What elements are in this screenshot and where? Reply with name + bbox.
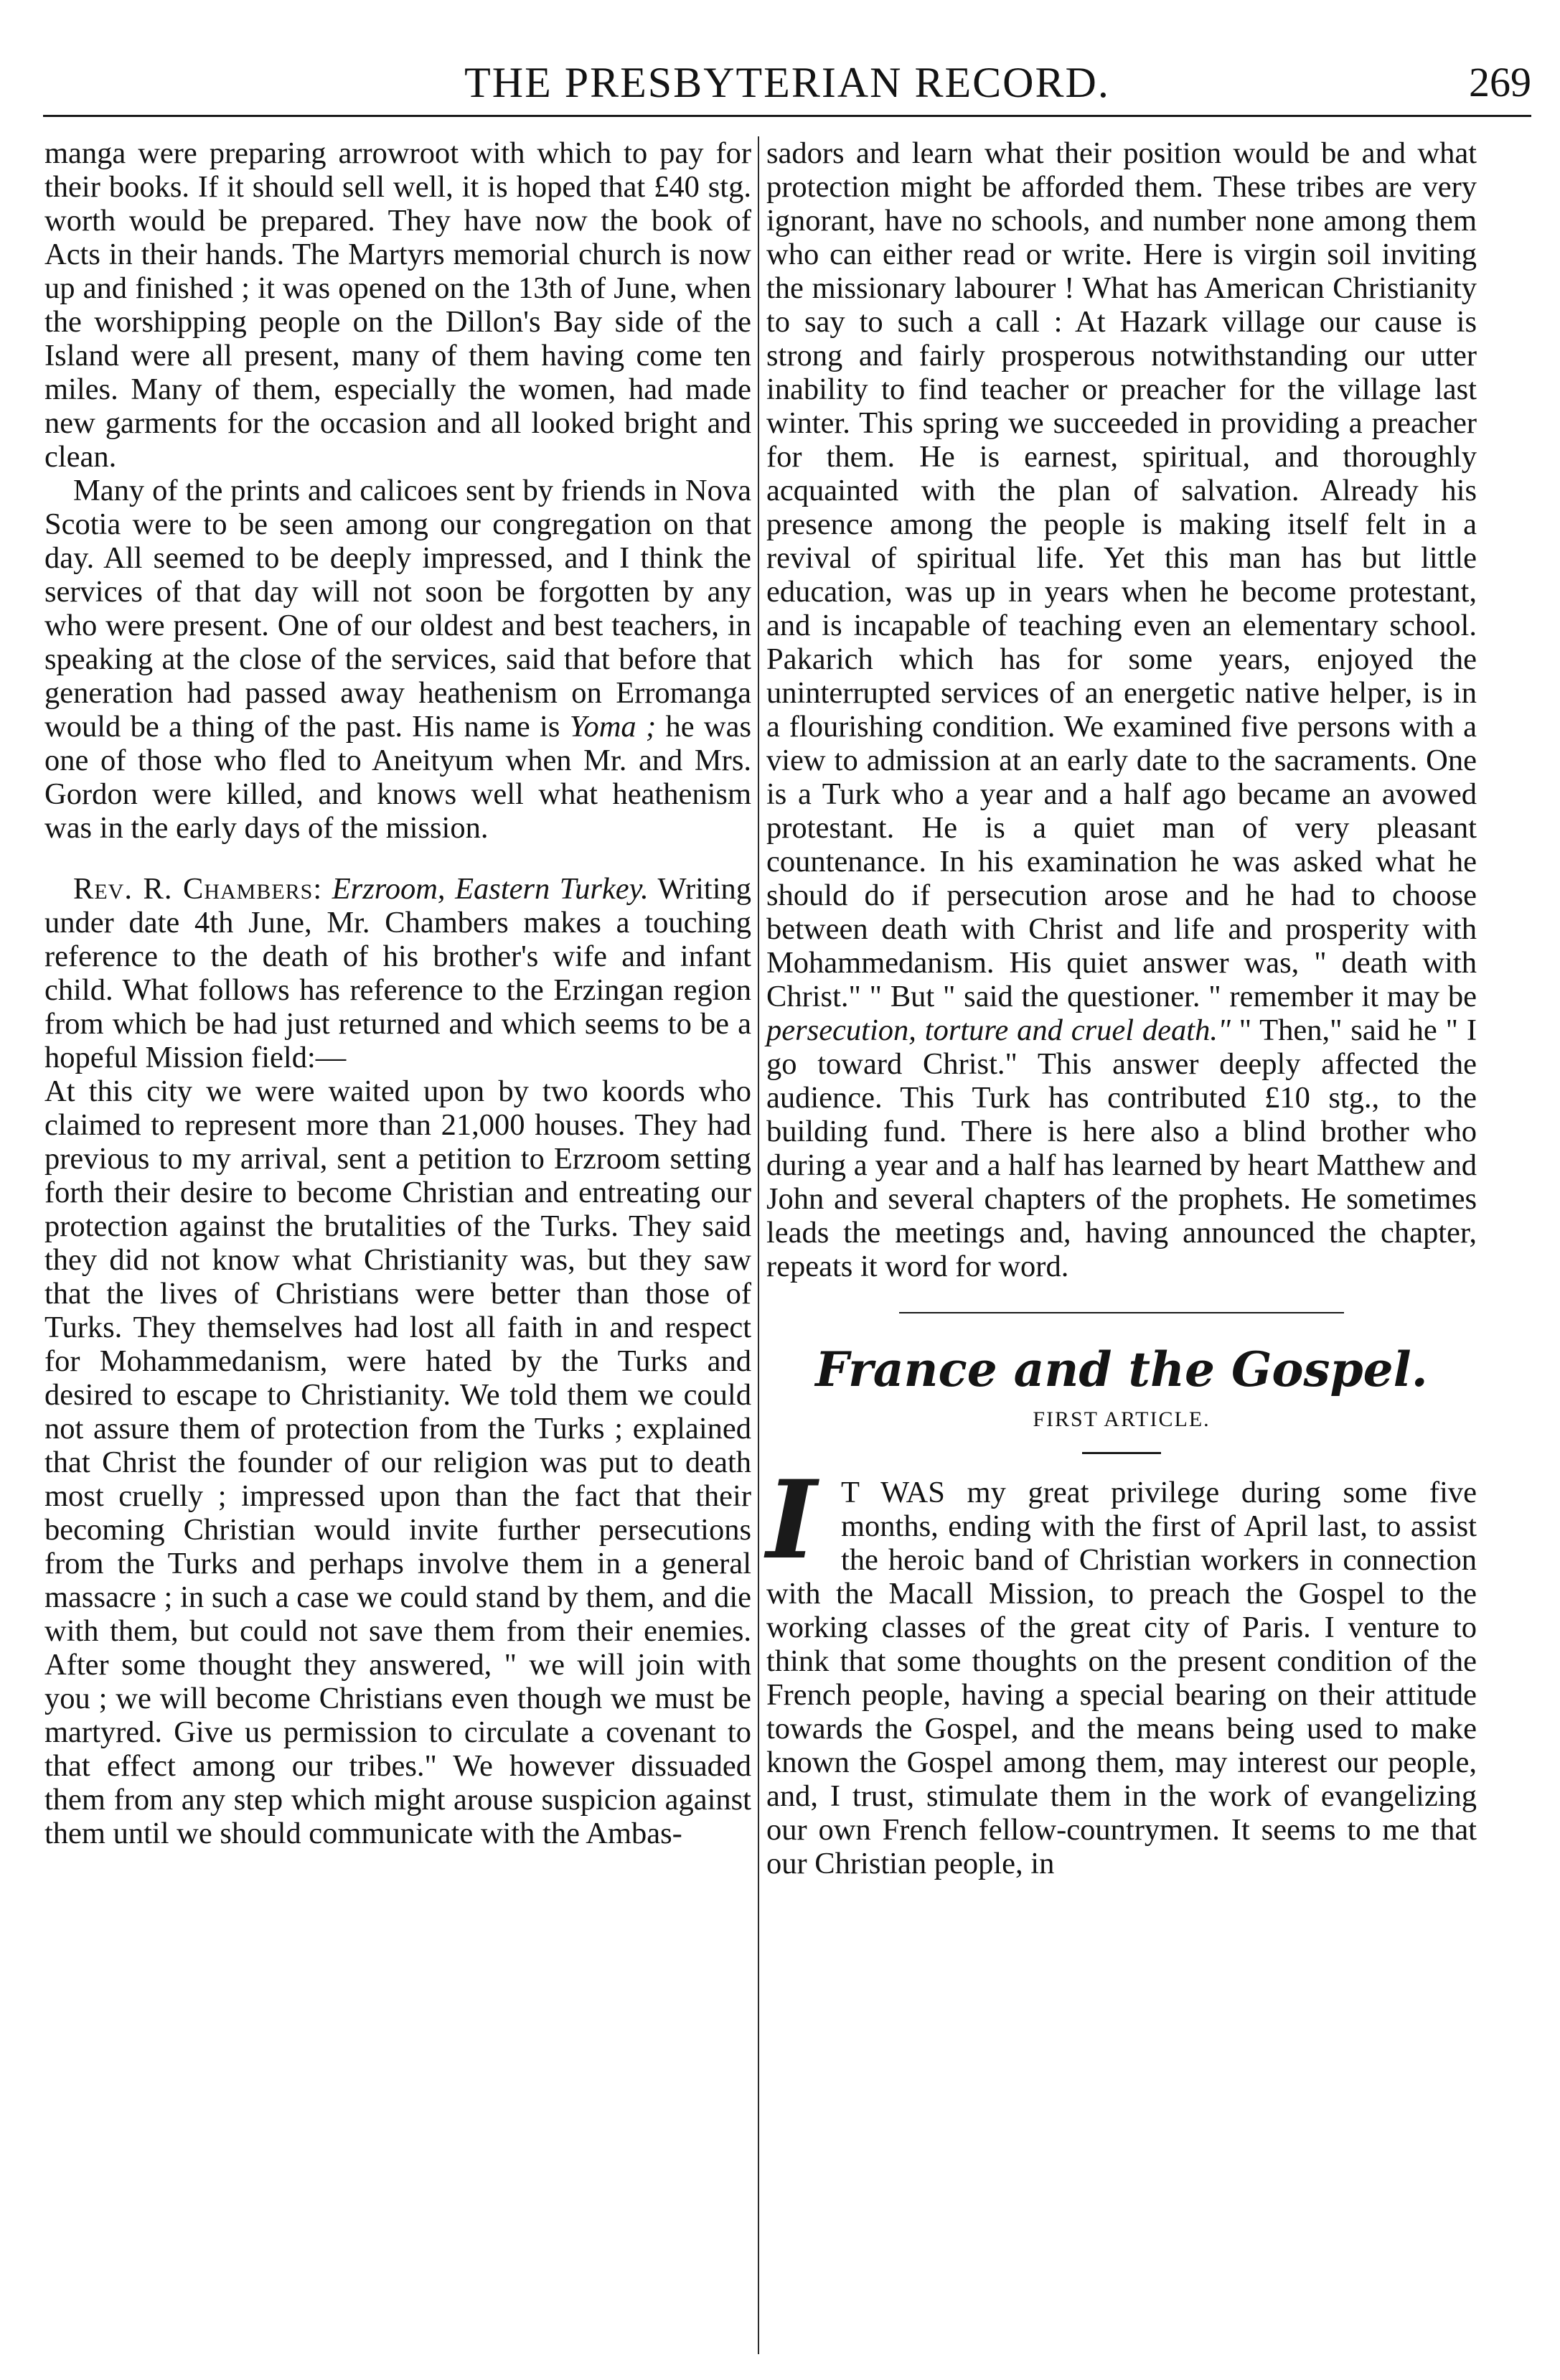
- italic-phrase: persecution, torture and cruel death.": [766, 1013, 1231, 1047]
- left-column: [44, 136, 751, 1850]
- short-divider: [1082, 1452, 1161, 1454]
- article-title: France and the Gospel.: [815, 1341, 1428, 1397]
- paragraph: Rev. R. Chambers: Erzroom, Eastern Turkey. Writing under date 4th June, Mr. Chambers makes a touching reference to the death of his brother's wife and infant child. What follows has reference to the Erzingan region from which be had just returned and which seems to be a hopeful Mission field:—: [44, 872, 752, 1074]
- paragraph: manga were preparing arrowroot with which to pay for their books. If it should sell well, it is hoped that £40 stg. worth would be prepared. They have now the book of Acts in their hands. The Martyrs memorial church is now up and finished ; it was opened on the 13th of June, when the worshipping people on the Dillon's Bay side of the Island were all present, many of them having come ten miles. Many of them, especially the women, had made new garments for the occasion and all looked bright and clean.: [44, 136, 751, 474]
- running-head: [43, 50, 1531, 117]
- article-subtitle: FIRST ARTICLE.: [1033, 1407, 1211, 1431]
- place-name: Erzroom, Eastern Turkey.: [332, 872, 649, 906]
- paragraph: At this city we were waited upon by two koords who claimed to represent more than 21,000 houses. They had previous to my arrival, sent a petition to Erzroom setting forth their desire to become Christian and entreating our protection against the brutalities of the Turks. They said they did not know what Christianity was, but they saw that the lives of Christians were better than those of Turks. They themselves had lost all faith in and respect for Mohammedanism, were hated by the Turks and desired to escape to Christianity. We told them we could not assure them of protection from the Turks ; explained that Christ the founder of our religion was put to death most cruelly ; impressed upon than the fact that their becoming Christian would invite further persecutions from the Turks and perhaps involve them in a general massacre ; in such a case we could stand by them, and die with them, but could not save them from their enemies. After some thought they answered, " we will join with you ; we will become Christians even though we must be martyred. Give us permission to circulate a covenant to that effect among our tribes." We however dissuaded them from any step which might arouse suspicion against them until we should communicate with the Ambas-: [44, 1074, 751, 1850]
- journal-title: THE PRESBYTERIAN RECORD.: [464, 59, 1110, 106]
- author-name: Rev. R. Chambers:: [73, 872, 323, 906]
- name-yoma: Yoma ;: [569, 710, 657, 744]
- section-divider: [899, 1312, 1344, 1313]
- paragraph: sadors and learn what their position would be and what protection might be afforded them. These tribes are very ignorant, have no schools, and number none among them who can either read or write. Here is virgin soil inviting the missionary labourer ! What has American Christianity to say to such a call : At Hazark village our cause is strong and fairly prosperous notwithstanding our utter inability to find teacher or preacher for the village last winter. This spring we succeeded in providing a preacher for them. He is earnest, spiritual, and thoroughly acquainted with the plan of salvation. Already his presence among the people is making itself felt in a revival of spiritual life. Yet this man has but little education, was up in years when he become protestant, and is incapable of teaching even an elementary school. Pakarich which has for some years, enjoyed the uninterrupted services of an energetic native helper, is in a flourishing condition. We examined five persons with a view to admission at an early date to the sacraments. One is a Turk who a year and a half ago became an avowed protestant. He is a quiet man of very pleasant countenance. In his examination he was asked what he should do if persecution arose and he had to choose between death with Christ and life and prosperity with Mohammedanism. His quiet answer was, " death with Christ." " But " said the questioner. " remember it may be persecution, torture and cruel death." " Then," said he " I go toward Christ." This answer deeply affected the audience. This Turk has contributed £10 stg., to the building fund. There is here also a blind brother who during a year and a half has learned by heart Matthew and John and several chapters of the prophets. He sometimes leads the meetings and, having announced the chapter, repeats it word for word.: [766, 136, 1477, 1283]
- drop-cap: I: [766, 1457, 817, 1583]
- page-number: 269: [1469, 59, 1531, 106]
- article-paragraph: I T WAS my great privilege during some five months, ending with the first of April last, to assist the heroic band of Christian workers in connection with the Macall Mission, to preach the Gospel to the working classes of the great city of Paris. I venture to think that some thoughts on the present condition of the French people, having a special bearing on their attitude towards the Gospel, and the means being used to make known the Gospel among them, may interest our people, and, I trust, stimulate them in the work of evangelizing our own French fellow-countrymen. It seems to me that our Christian people, in: [766, 1457, 1477, 1880]
- right-column: [766, 136, 1477, 1880]
- column-divider: [758, 136, 759, 2354]
- paragraph: Many of the prints and calicoes sent by friends in Nova Scotia were to be seen among our congregation on that day. All seemed to be deeply impressed, and I think the services of that day will not soon be forgotten by any who were present. One of our oldest and best teachers, in speaking at the close of the services, said that before that generation had passed away heathenism on Erromanga would be a thing of the past. His name is Yoma ; he was one of those who fled to Aneityum when Mr. and Mrs. Gordon were killed, and knows well what heathenism was in the early days of the mission.: [44, 474, 751, 845]
